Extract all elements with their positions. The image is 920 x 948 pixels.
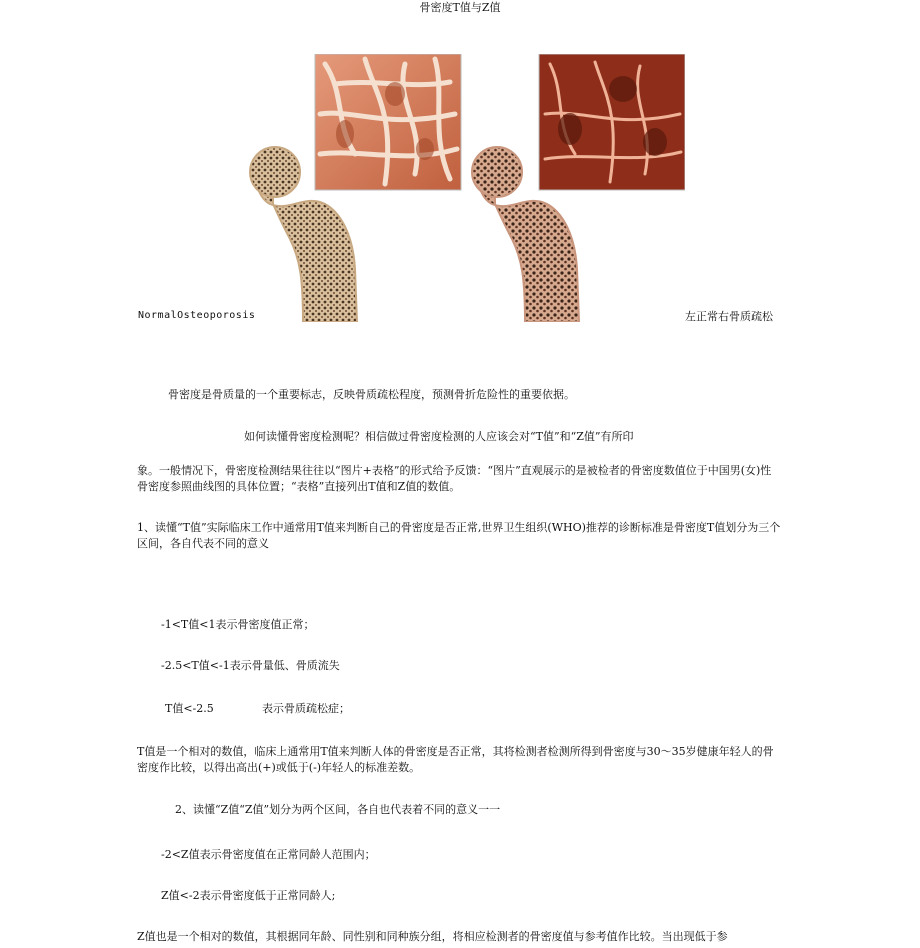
figure-caption-right: 左正常右骨质疏松 [685,310,773,323]
paragraph-question: 如何读懂骨密度检测呢？相信做过骨密度检测的人应该会对“T值”和“Z值”有所印 [244,430,634,443]
paragraph-intro: 骨密度是骨质量的一个重要标志，反映骨质疏松程度，预测骨折危险性的重要依据。 [168,388,575,401]
page-title: 骨密度T值与Z值 [419,1,501,14]
t-score-range-low: -2.5<T值<-1表示骨量低、骨质流失 [161,659,340,672]
paragraph-z-score-heading: 2、读懂“Z值“Z值”划分为两个区间，各自也代表着不同的意义一一 [175,803,501,816]
t-score-range-osteoporosis-meaning: 表示骨质疏松症； [262,702,350,715]
z-score-range-low: Z值<-2表示骨密度低于正常同龄人; [161,889,336,902]
paragraph-report-format: 象。一般情况下，骨密度检测结果往往以“图片+表格”的形式给予反馈：“图片”直观展示的是被检者的骨密度数值位于中国男(女)性骨密度参照曲线图的具体位置；“表格”直接列出T值和Z值的数值。 [137,464,772,493]
t-score-range-normal: -1<T值<1表示骨密度值正常； [161,618,315,631]
normal-inset [315,54,461,190]
t-score-range-osteoporosis-value: T值<-2.5 [165,702,214,715]
figure-caption-left: NormalOsteoporosis [138,310,256,321]
paragraph-z-score-explanation: Z值也是一个相对的数值，其根据同年龄、同性别和同种族分组，将相应检测者的骨密度值与参考值作比较。当出现低于参 [137,930,728,943]
z-score-range-normal: -2<Z值表示骨密度值在正常同龄人范围内； [161,848,376,861]
paragraph-t-score-heading: 1、读懂“T值”实际临床工作中通常用T值来判断自己的骨密度是否正常,世界卫生组织(WHO)推荐的诊断标准是骨密度T值划分为三个区间，各自代表不同的意义 [137,521,781,550]
paragraph-t-score-explanation: T值是一个相对的数值，临床上通常用T值来判断人体的骨密度是否正常，其将检测者检测所得到骨密度与30～35岁健康年轻人的骨密度作比较，以得出高出(+)或低于(-)年轻人的标准差数。 [137,745,774,774]
bone-comparison-figure [245,54,685,322]
osteoporotic-inset [539,54,685,190]
